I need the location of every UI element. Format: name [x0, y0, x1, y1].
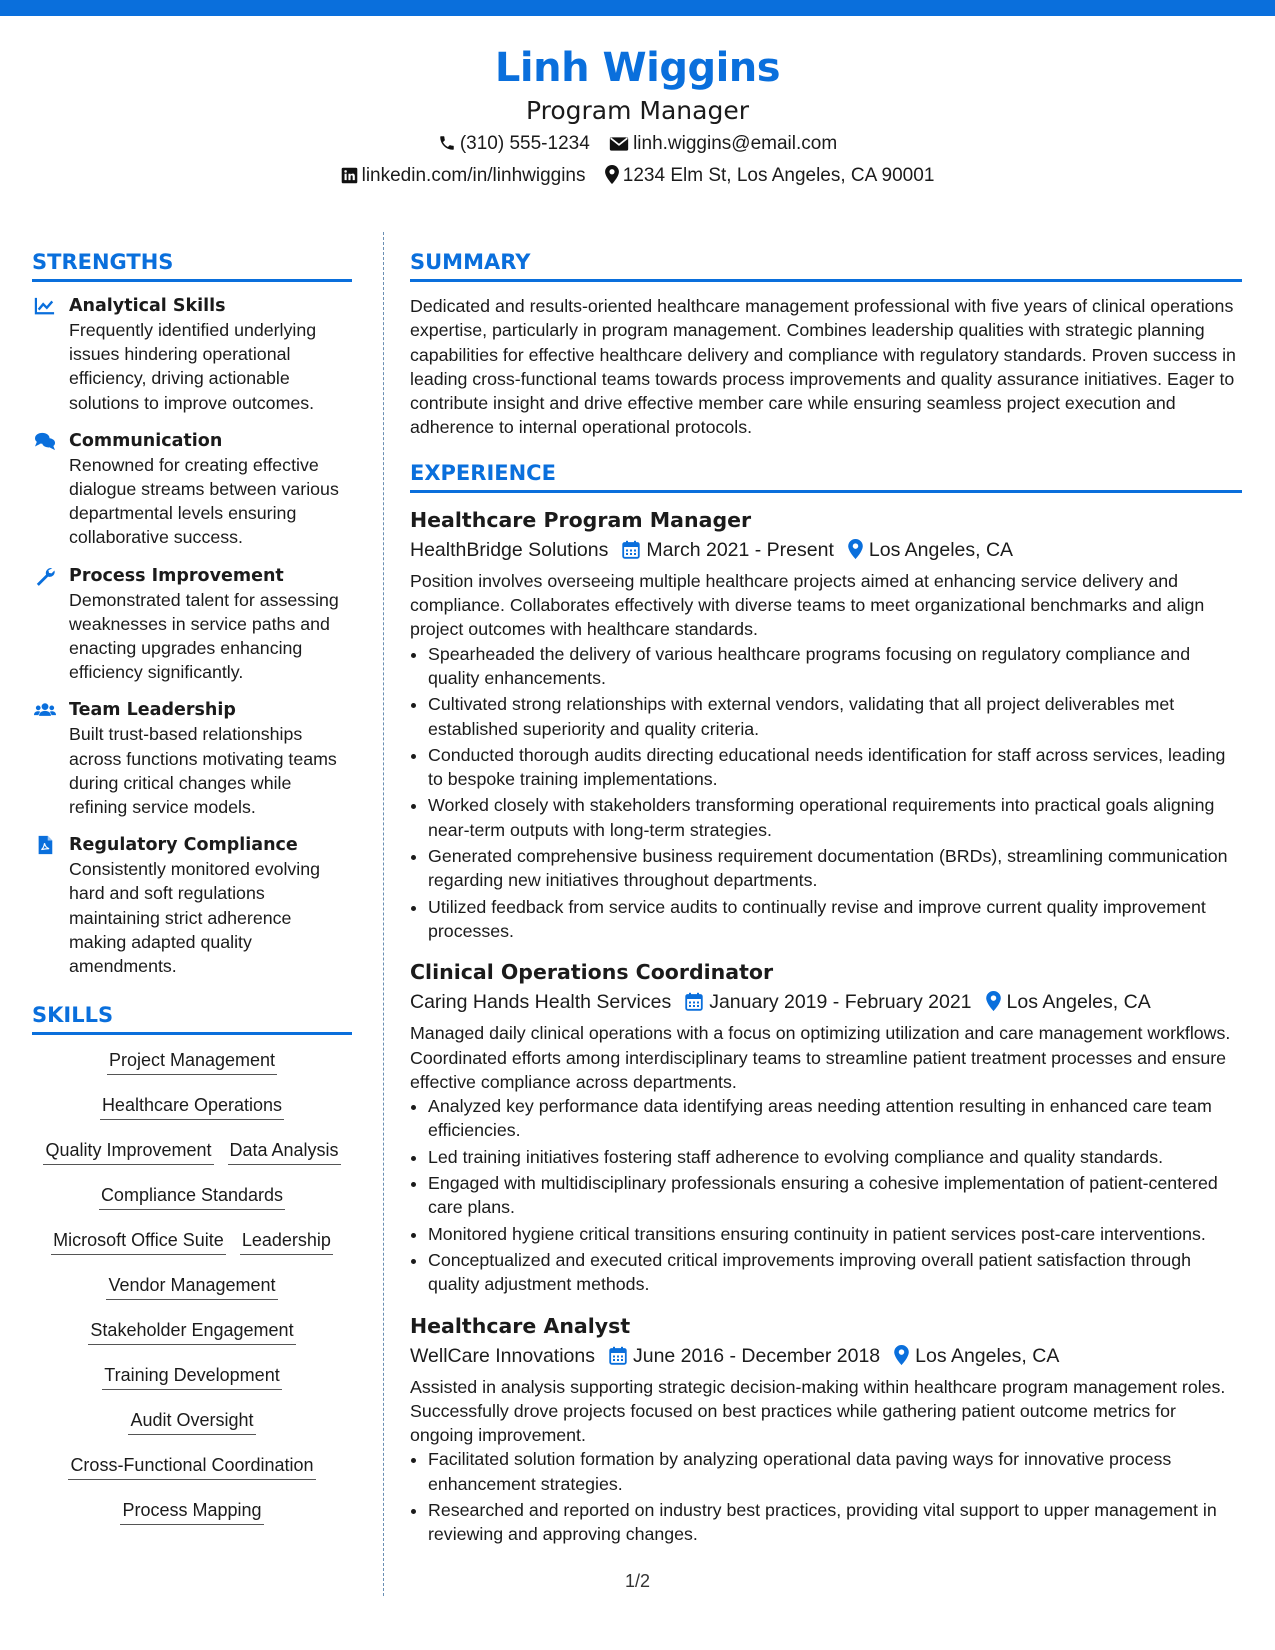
linkedin-item[interactable]	[341, 160, 586, 192]
strength-item	[32, 698, 352, 819]
job-bullet: • Conceptualized and executed critical improvements improving overall patient satisfaction through quality adjustment methods.	[428, 1248, 1242, 1297]
top-accent-bar	[0, 0, 1275, 16]
skill-tag: Project Management	[107, 1047, 277, 1075]
skill-row	[32, 1182, 352, 1227]
skills-section	[32, 1000, 352, 1542]
strength-item	[32, 833, 352, 978]
map-marker-icon	[894, 1345, 909, 1365]
job-bullets	[410, 1094, 1242, 1296]
page-number: 1/2	[624, 1571, 651, 1591]
job-meta	[410, 1341, 1242, 1371]
skill-tag: Healthcare Operations	[100, 1092, 284, 1120]
email-item[interactable]	[609, 128, 837, 160]
job-bullet: • Researched and reported on industry best practices, providing vital support to upper management in reviewing and approving changes.	[428, 1498, 1242, 1547]
skill-row	[32, 1407, 352, 1452]
right-column	[410, 247, 1242, 1561]
job-company: WellCare Innovations	[410, 1344, 595, 1367]
job-bullet: • Facilitated solution formation by analyzing operational data paving ways for innovative process enhancement strategies.	[428, 1447, 1242, 1496]
map-marker-icon	[986, 991, 1001, 1011]
email-text[interactable]: linh.wiggins@email.com	[633, 133, 838, 154]
strength-item	[32, 564, 352, 685]
skill-tag: Microsoft Office Suite	[51, 1227, 226, 1255]
summary-heading: SUMMARY	[410, 247, 1242, 282]
map-marker-icon	[605, 165, 619, 184]
job-location: Los Angeles, CA	[915, 1344, 1060, 1367]
map-marker-icon	[848, 539, 863, 559]
contact-row-2	[0, 160, 1275, 192]
strengths-heading: STRENGTHS	[32, 247, 352, 282]
strength-desc: Renowned for creating effective dialogue streams between various departmental levels ensuring collaborative success.	[69, 454, 339, 548]
job-description: Managed daily clinical operations with a focus on optimizing utilization and care management workflows. Coordinated efforts among interdisciplinary teams to streamline patient treatment processes and ensure effective compliance across departments.	[410, 1023, 1231, 1092]
linkedin-icon	[341, 167, 358, 184]
skill-tag: Stakeholder Engagement	[88, 1317, 295, 1345]
calendar-icon	[685, 992, 703, 1011]
candidate-title: Program Manager	[525, 96, 749, 125]
job-bullet: • Cultivated strong relationships with external vendors, validating that all project deliverables met established superiority and quality criteria.	[428, 692, 1242, 741]
job-bullet: • Utilized feedback from service audits to continually revise and improve current quality improvement processes.	[428, 895, 1242, 944]
calendar-icon	[609, 1346, 627, 1365]
job-title: Healthcare Program Manager	[410, 507, 752, 532]
job-bullet: • Spearheaded the delivery of various healthcare programs focusing on regulatory compliance and quality enhancements.	[428, 642, 1242, 691]
skill-tag: Training Development	[102, 1362, 281, 1390]
job-bullet: • Worked closely with stakeholders transforming operational requirements into practical goals aligning near-term outputs with long-term strategies.	[428, 793, 1242, 842]
phone-item	[438, 128, 590, 160]
strength-item	[32, 429, 352, 550]
skill-row	[32, 1497, 352, 1542]
skill-tag: Leadership	[240, 1227, 333, 1255]
skill-row	[32, 1092, 352, 1137]
job-entry	[410, 1311, 1242, 1547]
linkedin-text[interactable]: linkedin.com/in/linhwiggins	[361, 165, 586, 186]
job-meta	[410, 535, 1242, 565]
resume-header	[0, 42, 1275, 192]
skill-tag: Vendor Management	[106, 1272, 277, 1300]
strength-title: Process Improvement	[69, 565, 284, 586]
job-description: Position involves overseeing multiple healthcare projects aimed at enhancing service delivery and compliance. Collaborates effectively with diverse teams to meet organizational benchmarks and align project outcomes with healthcare standards.	[410, 570, 1205, 640]
job-company: Caring Hands Health Services	[410, 991, 672, 1014]
chart-line-icon	[34, 296, 56, 316]
address-item	[605, 160, 935, 192]
job-bullet: • Analyzed key performance data identifying areas needing attention resulting in enhanced care team efficiencies.	[428, 1094, 1242, 1143]
calendar-icon	[622, 540, 640, 559]
job-meta	[410, 987, 1242, 1017]
skill-tag: Data Analysis	[228, 1137, 341, 1165]
skill-tag: Audit Oversight	[128, 1407, 255, 1435]
job-dates: March 2021 - Present	[646, 538, 834, 561]
strength-desc: Demonstrated talent for assessing weaknesses in service paths and enacting upgrades enhancing efficiency significantly.	[69, 589, 339, 683]
job-company: HealthBridge Solutions	[410, 538, 609, 561]
skill-row	[32, 1272, 352, 1317]
job-bullet: • Generated comprehensive business requirement documentation (BRDs), streamlining communication regarding new initiatives throughout departments.	[428, 844, 1242, 893]
strength-title: Regulatory Compliance	[69, 835, 298, 856]
job-bullet: • Monitored hygiene critical transitions ensuring continuity in patient services post-care interventions.	[428, 1222, 1242, 1246]
job-bullets	[410, 642, 1242, 944]
job-title: Healthcare Analyst	[410, 1313, 631, 1338]
skill-tag: Process Mapping	[120, 1497, 263, 1525]
strength-desc: Built trust-based relationships across functions motivating teams during critical changes while refining service models.	[69, 724, 337, 818]
wrench-icon	[34, 566, 56, 586]
phone-icon	[438, 134, 456, 152]
phone-text: (310) 555-1234	[459, 133, 590, 154]
job-entry	[410, 957, 1242, 1296]
skill-row	[32, 1047, 352, 1092]
job-dates: January 2019 - February 2021	[709, 991, 972, 1014]
strength-desc: Consistently monitored evolving hard and soft regulations maintaining strict adherence making adapted quality amendments.	[69, 859, 321, 977]
experience-heading: EXPERIENCE	[410, 458, 1242, 493]
strength-title: Team Leadership	[69, 700, 236, 721]
skill-row	[32, 1137, 352, 1182]
candidate-name: Linh Wiggins	[494, 45, 781, 91]
job-location: Los Angeles, CA	[1006, 991, 1151, 1014]
skill-row	[32, 1317, 352, 1362]
strength-title: Communication	[69, 430, 223, 451]
strength-item	[32, 294, 352, 415]
skill-tag: Quality Improvement	[43, 1137, 213, 1165]
address-text: 1234 Elm St, Los Angeles, CA 90001	[622, 165, 935, 186]
strength-title: Analytical Skills	[69, 296, 226, 316]
job-bullet: • Conducted thorough audits directing educational needs identification for staff across services, leading to bespoke training implementations.	[428, 743, 1242, 792]
job-bullet: • Led training initiatives fostering staff adherence to evolving compliance and quality standards.	[428, 1145, 1242, 1169]
job-title: Clinical Operations Coordinator	[410, 960, 774, 985]
skill-row	[32, 1362, 352, 1407]
skills-heading: SKILLS	[32, 1000, 352, 1035]
skill-tag: Cross-Functional Coordination	[68, 1452, 315, 1480]
strength-desc: Frequently identified underlying issues hindering operational efficiency, driving actionable solutions to improve outcomes.	[69, 320, 317, 413]
job-description: Assisted in analysis supporting strategic decision-making within healthcare program management roles. Successfully drove projects focused on best practices while gathering patient outcome metrics for ongoing improvement.	[410, 1376, 1226, 1446]
contact-row-1	[0, 128, 1275, 160]
comments-icon	[34, 431, 56, 451]
skill-row	[32, 1452, 352, 1497]
envelope-icon	[609, 136, 629, 152]
job-bullet: • Engaged with multidisciplinary professionals ensuring a cohesive implementation of patient-centered care plans.	[428, 1171, 1242, 1220]
job-bullets	[410, 1447, 1242, 1546]
column-divider	[383, 232, 384, 1596]
summary-text: Dedicated and results-oriented healthcare management professional with five years of clinical operations expertise, particularly in program management. Combines leadership qualities with strategic planning capabilities for effective healthcare delivery and compliance with regulatory standards. Proven success in leading cross-functional teams towards process improvements and quality assurance initiatives. Eager to contribute insight and drive effective member care while ensuring seamless project execution and adherence to internal operational protocols.	[410, 296, 1236, 438]
job-location: Los Angeles, CA	[868, 538, 1014, 561]
document-icon	[34, 835, 56, 855]
job-dates: June 2016 - December 2018	[632, 1344, 881, 1367]
job-entry	[410, 505, 1242, 943]
left-column	[32, 247, 352, 1542]
users-icon	[34, 700, 56, 720]
skill-tag: Compliance Standards	[99, 1182, 285, 1210]
skill-row	[32, 1227, 352, 1272]
